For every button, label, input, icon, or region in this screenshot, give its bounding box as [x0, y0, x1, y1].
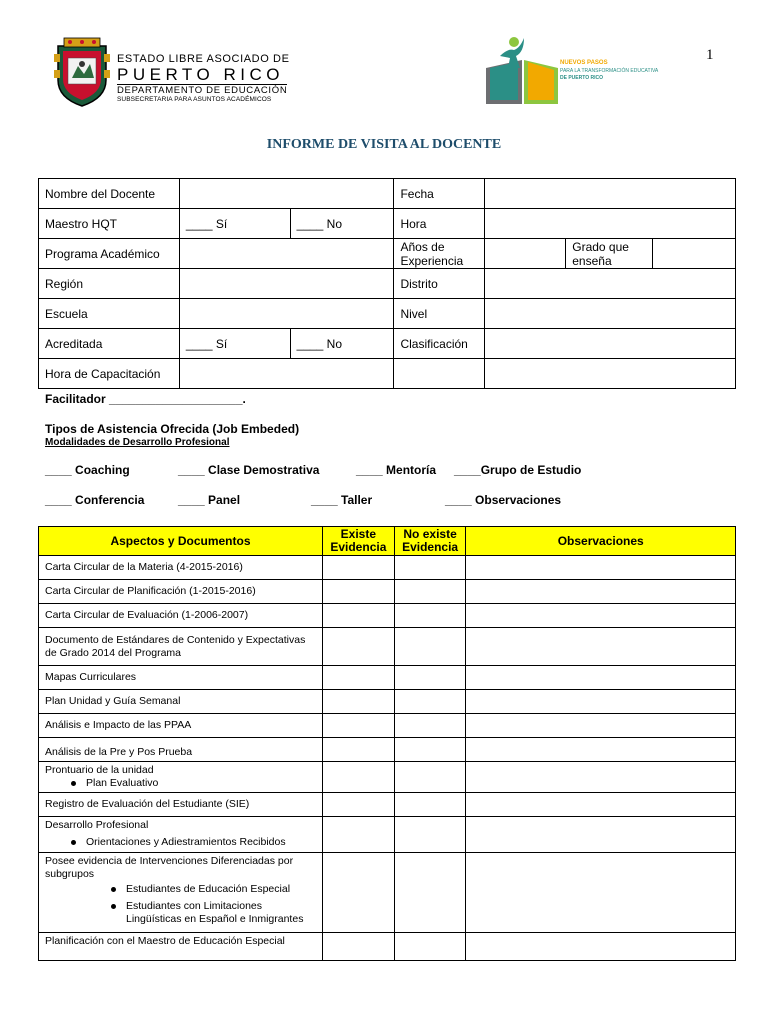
cell-observaciones[interactable]	[466, 580, 736, 604]
header-observaciones: Observaciones	[466, 527, 736, 556]
cell-observaciones[interactable]	[466, 714, 736, 738]
label-programa: Programa Académico	[39, 239, 180, 269]
bullet-text: Estudiantes de Educación Especial	[126, 883, 291, 895]
cell-existe[interactable]	[323, 853, 395, 933]
option-grupo-estudio[interactable]: ____Grupo de Estudio	[454, 463, 582, 477]
modalidades-subtitle: Modalidades de Desarrollo Profesional	[45, 437, 230, 448]
header-estado: ESTADO LIBRE ASOCIADO DE	[117, 53, 290, 65]
cell-no-existe[interactable]	[394, 793, 466, 817]
row-label: Análisis e Impacto de las PPAA	[39, 714, 323, 738]
cell-existe[interactable]	[323, 793, 395, 817]
logo-line3: DE PUERTO RICO	[560, 75, 603, 81]
facilitador-line: Facilitador ____________________.	[45, 392, 246, 406]
row-label: Registro de Evaluación del Estudiante (SIE)	[39, 793, 323, 817]
bullet-item	[45, 777, 316, 790]
row-label: Posee evidencia de Intervenciones Diferenciadas por subgrupos	[45, 855, 294, 880]
cell-no-existe[interactable]	[394, 690, 466, 714]
cell-existe[interactable]	[323, 714, 395, 738]
cell-existe[interactable]	[323, 762, 395, 793]
header-departamento: DEPARTAMENTO DE EDUCACIÓN	[117, 85, 288, 96]
label-clasificacion: Clasificación	[394, 329, 485, 359]
row-desarrollo	[39, 817, 323, 853]
page-title: INFORME DE VISITA AL DOCENTE	[266, 137, 502, 152]
blank-cell	[394, 359, 485, 389]
bullet-icon	[71, 840, 76, 845]
cell-observaciones[interactable]	[466, 933, 736, 961]
field-grado[interactable]	[653, 239, 736, 269]
cell-existe[interactable]	[323, 817, 395, 853]
bullet-icon	[111, 887, 116, 892]
cell-observaciones[interactable]	[466, 853, 736, 933]
logo-line1: NUEVOS PASOS	[560, 60, 608, 66]
field-hora-capacitacion[interactable]	[179, 359, 394, 389]
field-hora[interactable]	[485, 209, 736, 239]
table-row	[39, 604, 736, 628]
label-distrito: Distrito	[394, 269, 485, 299]
row-label: Carta Circular de la Materia (4-2015-2016)	[39, 556, 323, 580]
option-panel[interactable]: ____ Panel	[178, 493, 241, 507]
bullet-item	[45, 836, 316, 849]
page-number: 1	[706, 47, 714, 63]
bullet-text: Orientaciones y Adiestramientos Recibidos	[86, 836, 286, 848]
cell-existe[interactable]	[323, 666, 395, 690]
documentos-table	[38, 526, 736, 961]
row-label: Carta Circular de Evaluación (1-2006-2007)	[39, 604, 323, 628]
label-nivel: Nivel	[394, 299, 485, 329]
cell-no-existe[interactable]	[394, 666, 466, 690]
cell-observaciones[interactable]	[466, 738, 736, 762]
cell-observaciones[interactable]	[466, 817, 736, 853]
bullet-text: Estudiantes con Limitaciones Lingüísticas en Español e Inmigrantes	[126, 900, 304, 925]
cell-existe[interactable]	[323, 604, 395, 628]
table-row	[39, 853, 736, 933]
cell-existe[interactable]	[323, 690, 395, 714]
field-distrito[interactable]	[485, 269, 736, 299]
cell-existe[interactable]	[323, 580, 395, 604]
option-hqt-si[interactable]: ____ Sí	[179, 209, 290, 239]
field-nombre[interactable]	[179, 179, 394, 209]
nuevos-pasos-logo	[484, 34, 659, 104]
table-row	[39, 762, 736, 793]
option-coaching[interactable]: ____ Coaching	[45, 463, 130, 477]
row-label: Prontuario de la unidad	[45, 764, 154, 776]
cell-observaciones[interactable]	[466, 556, 736, 580]
logo-line2: PARA LA TRANSFORMACIÓN EDUCATIVA	[560, 68, 659, 74]
field-escuela[interactable]	[179, 299, 394, 329]
option-mentoria[interactable]: ____ Mentoría	[356, 463, 437, 477]
field-nivel[interactable]	[485, 299, 736, 329]
option-taller[interactable]: ____ Taller	[311, 493, 373, 507]
bullet-item	[45, 883, 316, 896]
bullet-item	[45, 900, 316, 926]
table-row	[39, 933, 736, 961]
row-label: Carta Circular de Planificación (1-2015-2016)	[39, 580, 323, 604]
header-aspectos: Aspectos y Documentos	[39, 527, 323, 556]
tipos-asistencia-title: Tipos de Asistencia Ofrecida (Job Embeded)	[45, 422, 300, 436]
header-subsecretaria: SUBSECRETARIA PARA ASUNTOS ACADÉMICOS	[117, 95, 272, 103]
bullet-icon	[71, 781, 76, 786]
option-observaciones[interactable]: ____ Observaciones	[445, 493, 562, 507]
table-row	[39, 714, 736, 738]
field-programa[interactable]	[179, 239, 394, 269]
header-no-existe: No existe Evidencia	[394, 527, 466, 556]
docente-info-table	[38, 178, 736, 389]
row-label: Plan Unidad y Guía Semanal	[39, 690, 323, 714]
table-header-row	[39, 527, 736, 556]
table-row	[39, 666, 736, 690]
label-escuela: Escuela	[39, 299, 180, 329]
header-text-block	[117, 54, 290, 103]
cell-no-existe[interactable]	[394, 604, 466, 628]
row-prontuario	[39, 762, 323, 793]
cell-existe[interactable]	[323, 556, 395, 580]
field-hora-capacitacion-extra[interactable]	[485, 359, 736, 389]
cell-observaciones[interactable]	[466, 762, 736, 793]
table-row	[39, 793, 736, 817]
field-region[interactable]	[179, 269, 394, 299]
cell-no-existe[interactable]	[394, 628, 466, 666]
cell-no-existe[interactable]	[394, 738, 466, 762]
field-fecha[interactable]	[485, 179, 736, 209]
option-conferencia[interactable]: ____ Conferencia	[45, 493, 145, 507]
table-row	[39, 817, 736, 853]
row-label: Desarrollo Profesional	[45, 819, 149, 831]
cell-observaciones[interactable]	[466, 793, 736, 817]
label-acreditada: Acreditada	[39, 329, 180, 359]
bullet-icon	[111, 904, 116, 909]
cell-no-existe[interactable]	[394, 580, 466, 604]
label-hora: Hora	[394, 209, 485, 239]
cell-observaciones[interactable]	[466, 690, 736, 714]
field-clasificacion[interactable]	[485, 329, 736, 359]
cell-no-existe[interactable]	[394, 933, 466, 961]
label-grado: Grado que enseña	[566, 239, 653, 269]
puerto-rico-seal-icon	[52, 36, 112, 108]
row-label: Mapas Curriculares	[39, 666, 323, 690]
table-row	[39, 690, 736, 714]
cell-no-existe[interactable]	[394, 817, 466, 853]
cell-observaciones[interactable]	[466, 666, 736, 690]
option-clase-demostrativa[interactable]: ____ Clase Demostrativa	[178, 463, 320, 477]
header-puerto-rico: PUERTO RICO	[117, 65, 284, 84]
cell-existe[interactable]	[323, 933, 395, 961]
row-label: Documento de Estándares de Contenido y Expectativas de Grado 2014 del Programa	[39, 628, 323, 666]
option-acreditada-si[interactable]: ____ Sí	[179, 329, 290, 359]
cell-observaciones[interactable]	[466, 604, 736, 628]
cell-existe[interactable]	[323, 628, 395, 666]
table-row	[39, 628, 736, 666]
bullet-text: Plan Evaluativo	[86, 777, 159, 789]
header-existe: Existe Evidencia	[323, 527, 395, 556]
cell-observaciones[interactable]	[466, 628, 736, 666]
table-row	[39, 738, 736, 762]
row-label: Planificación con el Maestro de Educación Especial	[39, 933, 323, 961]
cell-no-existe[interactable]	[394, 853, 466, 933]
cell-no-existe[interactable]	[394, 762, 466, 793]
cell-no-existe[interactable]	[394, 556, 466, 580]
label-region: Región	[39, 269, 180, 299]
label-hora-capacitacion: Hora de Capacitación	[39, 359, 180, 389]
row-intervenciones	[39, 853, 323, 933]
cell-existe[interactable]	[323, 738, 395, 762]
label-fecha: Fecha	[394, 179, 485, 209]
option-hqt-no[interactable]: ____ No	[290, 209, 394, 239]
option-acreditada-no[interactable]: ____ No	[290, 329, 394, 359]
cell-no-existe[interactable]	[394, 714, 466, 738]
label-maestro-hqt: Maestro HQT	[39, 209, 180, 239]
label-nombre: Nombre del Docente	[39, 179, 180, 209]
table-row	[39, 556, 736, 580]
table-row	[39, 580, 736, 604]
row-label: Análisis de la Pre y Pos Prueba	[39, 738, 323, 762]
label-anos-experiencia: Años de Experiencia	[394, 239, 485, 269]
field-anos-experiencia[interactable]	[485, 239, 566, 269]
